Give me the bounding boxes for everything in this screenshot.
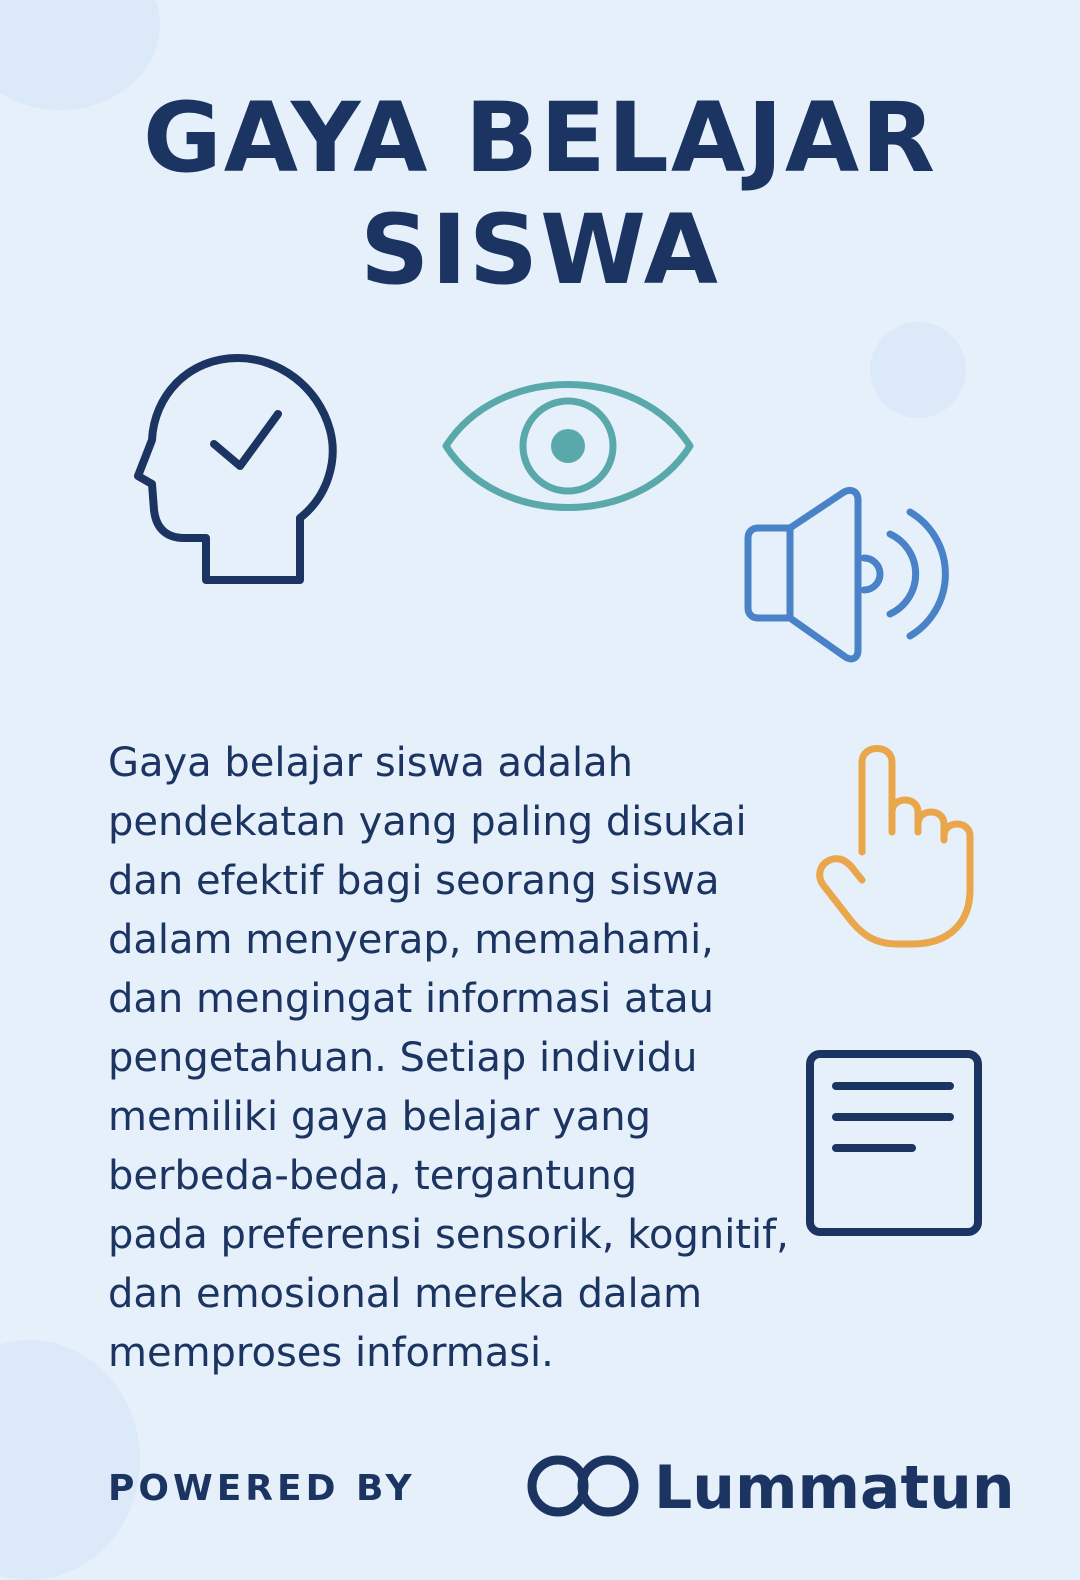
description-line: memproses informasi. bbox=[108, 1330, 554, 1376]
description-line: dan efektif bagi seorang siswa bbox=[108, 858, 720, 904]
title-line-1: GAYA BELAJAR bbox=[142, 82, 938, 194]
speaker-icon bbox=[740, 484, 960, 674]
pointing-hand-icon bbox=[812, 740, 992, 955]
description-text bbox=[108, 734, 808, 1383]
powered-by-label: POWERED BY bbox=[108, 1468, 416, 1509]
description-line: pada preferensi sensorik, kognitif, bbox=[108, 1212, 789, 1258]
description-line: dan emosional mereka dalam bbox=[108, 1271, 703, 1317]
description-line: Gaya belajar siswa adalah bbox=[108, 740, 633, 786]
description-line: pendekatan yang paling disukai bbox=[108, 799, 747, 845]
description-line: dan mengingat informasi atau bbox=[108, 976, 715, 1022]
page-title bbox=[0, 82, 1080, 306]
title-line-2: SISWA bbox=[360, 194, 720, 306]
brand-name: Lummatun bbox=[654, 1453, 1015, 1523]
description-line: berbeda-beda, tergantung bbox=[108, 1153, 638, 1199]
brand-logo bbox=[526, 1448, 1015, 1528]
document-icon bbox=[804, 1048, 984, 1240]
description-line: pengetahuan. Setiap individu bbox=[108, 1035, 698, 1081]
infinity-logo-icon bbox=[526, 1454, 640, 1523]
description-line: memiliki gaya belajar yang bbox=[108, 1094, 652, 1140]
eye-icon bbox=[438, 366, 698, 526]
head-check-icon bbox=[128, 348, 348, 598]
description-line: dalam menyerap, memahami, bbox=[108, 917, 714, 963]
background-blob-right bbox=[870, 322, 966, 418]
